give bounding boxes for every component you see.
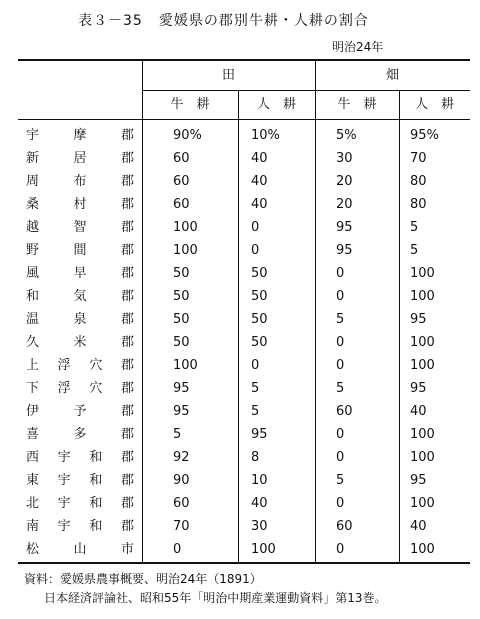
district-name: 風 早 郡 bbox=[26, 266, 134, 281]
table-row bbox=[18, 539, 470, 560]
field-human-value: 5 bbox=[410, 220, 419, 235]
paddy-ox-value: 50 bbox=[173, 335, 190, 350]
field-ox-value: 95 bbox=[336, 220, 353, 235]
district-name: 南 宇 和 郡 bbox=[26, 519, 134, 534]
field-ox-value: 5% bbox=[336, 128, 357, 143]
district-name: 伊 予 郡 bbox=[26, 404, 134, 419]
table-row bbox=[18, 286, 470, 307]
field-human-value: 70 bbox=[410, 151, 427, 166]
paddy-human-value: 10% bbox=[251, 128, 280, 143]
source-line-2: 日本経済評論社、昭和55年「明治中期産業運動資料」第13巻。 bbox=[44, 591, 387, 605]
paddy-human-value: 30 bbox=[251, 519, 268, 534]
table-title bbox=[72, 10, 369, 30]
table-row bbox=[18, 309, 470, 330]
field-human-value: 100 bbox=[410, 427, 435, 442]
field-ox-value: 0 bbox=[336, 266, 345, 281]
district-name: 上 浮 穴 郡 bbox=[26, 358, 134, 373]
table-row bbox=[18, 516, 470, 537]
table-row bbox=[18, 263, 470, 284]
field-ox-value: 0 bbox=[336, 450, 345, 465]
paddy-human-value: 40 bbox=[251, 496, 268, 511]
paddy-human-value: 40 bbox=[251, 151, 268, 166]
paddy-human-value: 8 bbox=[251, 450, 260, 465]
paddy-ox-value: 60 bbox=[173, 197, 190, 212]
paddy-ox-value: 95 bbox=[173, 404, 190, 419]
paddy-human-value: 50 bbox=[251, 335, 268, 350]
district-name: 宇 摩 郡 bbox=[26, 128, 134, 143]
paddy-human-value: 40 bbox=[251, 197, 268, 212]
field-ox-value: 0 bbox=[336, 496, 345, 511]
paddy-human-value: 0 bbox=[251, 358, 260, 373]
table-subtitle: 明治24年 bbox=[332, 40, 384, 54]
field-ox-value: 0 bbox=[336, 335, 345, 350]
header-paddy-ox: 牛 耕 bbox=[170, 97, 210, 112]
field-human-value: 5 bbox=[410, 243, 419, 258]
field-ox-value: 0 bbox=[336, 542, 345, 557]
source-note bbox=[24, 570, 387, 608]
table-row bbox=[18, 125, 470, 146]
paddy-human-value: 50 bbox=[251, 312, 268, 327]
table-row bbox=[18, 171, 470, 192]
paddy-human-value: 50 bbox=[251, 289, 268, 304]
paddy-human-value: 0 bbox=[251, 220, 260, 235]
paddy-ox-value: 90 bbox=[173, 473, 190, 488]
header-field: 畑 bbox=[385, 68, 399, 83]
field-human-value: 100 bbox=[410, 450, 435, 465]
paddy-human-value: 40 bbox=[251, 174, 268, 189]
paddy-human-value: 5 bbox=[251, 381, 260, 396]
header-divider-2 bbox=[18, 119, 470, 120]
field-human-value: 95 bbox=[410, 312, 427, 327]
district-name: 東 宇 和 郡 bbox=[26, 473, 134, 488]
field-ox-value: 5 bbox=[336, 473, 345, 488]
paddy-ox-value: 50 bbox=[173, 289, 190, 304]
field-human-value: 100 bbox=[410, 496, 435, 511]
field-human-value: 100 bbox=[410, 266, 435, 281]
header-field-human: 人 耕 bbox=[414, 97, 454, 112]
source-line-1: 資料：愛媛県農事概要、明治24年（1891） bbox=[24, 572, 262, 586]
paddy-ox-value: 70 bbox=[173, 519, 190, 534]
paddy-ox-value: 100 bbox=[173, 243, 198, 258]
paddy-ox-value: 60 bbox=[173, 496, 190, 511]
field-ox-value: 5 bbox=[336, 312, 345, 327]
data-table bbox=[18, 59, 470, 564]
paddy-ox-value: 92 bbox=[173, 450, 190, 465]
district-name: 下 浮 穴 郡 bbox=[26, 381, 134, 396]
field-ox-value: 60 bbox=[336, 519, 353, 534]
paddy-ox-value: 100 bbox=[173, 358, 198, 373]
field-ox-value: 5 bbox=[336, 381, 345, 396]
district-name: 和 気 郡 bbox=[26, 289, 134, 304]
table-row bbox=[18, 240, 470, 261]
paddy-human-value: 10 bbox=[251, 473, 268, 488]
field-ox-value: 0 bbox=[336, 358, 345, 373]
table-row bbox=[18, 148, 470, 169]
field-human-value: 100 bbox=[410, 335, 435, 350]
field-human-value: 40 bbox=[410, 404, 427, 419]
table-row bbox=[18, 355, 470, 376]
field-ox-value: 20 bbox=[336, 197, 353, 212]
paddy-ox-value: 50 bbox=[173, 266, 190, 281]
table-row bbox=[18, 447, 470, 468]
table-number: 表３－35 bbox=[78, 13, 143, 29]
field-human-value: 95 bbox=[410, 473, 427, 488]
header-paddy: 田 bbox=[221, 68, 235, 83]
field-human-value: 95% bbox=[410, 128, 439, 143]
field-ox-value: 30 bbox=[336, 151, 353, 166]
field-ox-value: 0 bbox=[336, 289, 345, 304]
paddy-human-value: 5 bbox=[251, 404, 260, 419]
paddy-ox-value: 50 bbox=[173, 312, 190, 327]
field-human-value: 95 bbox=[410, 381, 427, 396]
paddy-human-value: 50 bbox=[251, 266, 268, 281]
district-name: 久 米 郡 bbox=[26, 335, 134, 350]
paddy-human-value: 100 bbox=[251, 542, 276, 557]
district-name: 北 宇 和 郡 bbox=[26, 496, 134, 511]
field-ox-value: 0 bbox=[336, 427, 345, 442]
header-paddy-human: 人 耕 bbox=[256, 97, 296, 112]
field-human-value: 100 bbox=[410, 542, 435, 557]
table-row bbox=[18, 493, 470, 514]
table-row bbox=[18, 401, 470, 422]
paddy-ox-value: 0 bbox=[173, 542, 182, 557]
paddy-ox-value: 95 bbox=[173, 381, 190, 396]
field-human-value: 40 bbox=[410, 519, 427, 534]
district-name: 温 泉 郡 bbox=[26, 312, 134, 327]
paddy-ox-value: 5 bbox=[173, 427, 182, 442]
table-row bbox=[18, 217, 470, 238]
header-field-ox: 牛 耕 bbox=[337, 97, 377, 112]
district-name: 越 智 郡 bbox=[26, 220, 134, 235]
paddy-human-value: 0 bbox=[251, 243, 260, 258]
field-human-value: 100 bbox=[410, 358, 435, 373]
paddy-ox-value: 90% bbox=[173, 128, 202, 143]
paddy-ox-value: 100 bbox=[173, 220, 198, 235]
district-name: 喜 多 郡 bbox=[26, 427, 134, 442]
field-ox-value: 20 bbox=[336, 174, 353, 189]
district-name: 西 宇 和 郡 bbox=[26, 450, 134, 465]
district-name: 野 間 郡 bbox=[26, 243, 134, 258]
table-row bbox=[18, 194, 470, 215]
table-row bbox=[18, 470, 470, 491]
table-row bbox=[18, 424, 470, 445]
field-ox-value: 60 bbox=[336, 404, 353, 419]
paddy-ox-value: 60 bbox=[173, 151, 190, 166]
field-human-value: 80 bbox=[410, 197, 427, 212]
header-divider-1 bbox=[142, 90, 470, 91]
field-ox-value: 95 bbox=[336, 243, 353, 258]
paddy-ox-value: 60 bbox=[173, 174, 190, 189]
district-name: 新 居 郡 bbox=[26, 151, 134, 166]
table-row bbox=[18, 378, 470, 399]
district-name: 松 山 市 bbox=[26, 542, 134, 557]
district-name: 桑 村 郡 bbox=[26, 197, 134, 212]
district-name: 周 布 郡 bbox=[26, 174, 134, 189]
field-human-value: 100 bbox=[410, 289, 435, 304]
paddy-human-value: 95 bbox=[251, 427, 268, 442]
field-human-value: 80 bbox=[410, 174, 427, 189]
table-title-text: 愛媛県の郡別牛耕・人耕の割合 bbox=[158, 13, 369, 29]
table-row bbox=[18, 332, 470, 353]
